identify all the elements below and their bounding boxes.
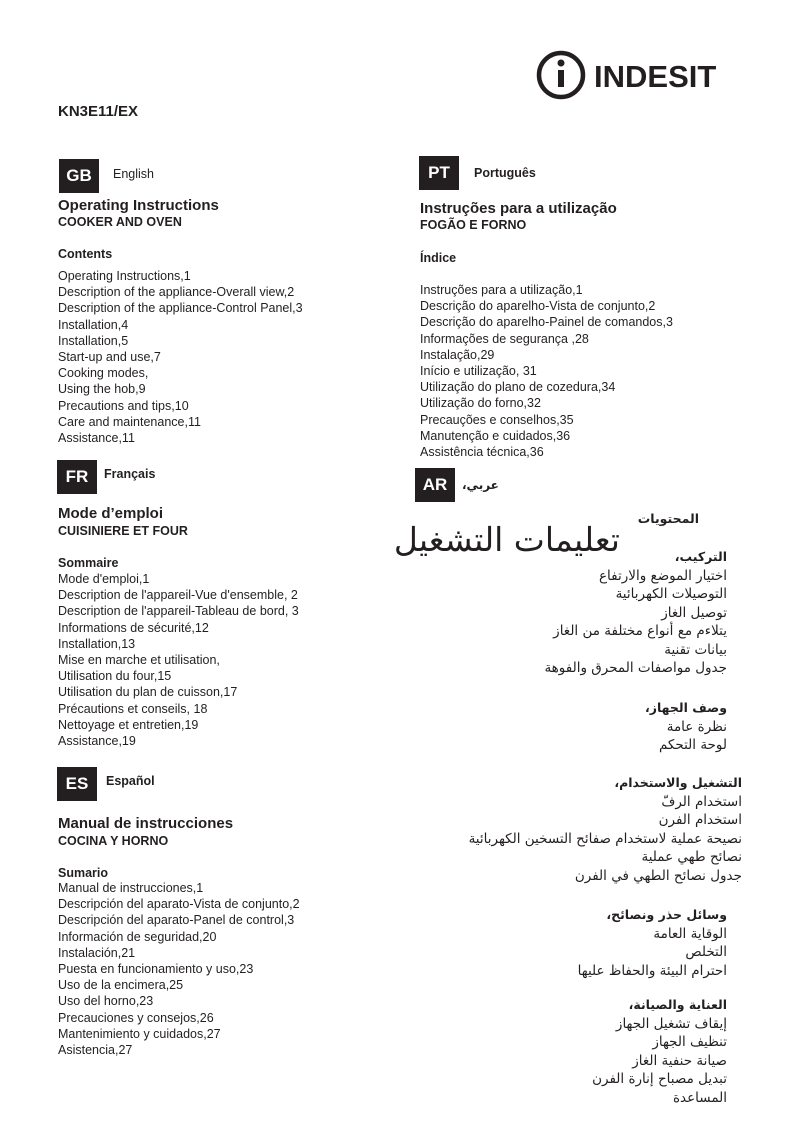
list-item: Installation,4 [58,317,129,332]
list-item: إيقاف تشغيل الجهاز [615,1015,727,1032]
list-item: Mantenimiento y cuidados,27 [58,1026,221,1041]
ar-language: عربي، [462,478,499,492]
list-item: Uso del horno,23 [58,994,154,1009]
list-item: نصيحة عملية لاستخدام صفائح التسخين الكهربائية [468,830,742,847]
list-item: Description of the appliance-Overall view,2 [58,285,295,300]
list-item: Uso de la encimera,25 [58,978,184,993]
list-item: Operating Instructions,1 [58,269,191,283]
list-item: نصائح طهي عملية [641,849,742,865]
list-item: Información de seguridad,20 [58,929,217,944]
list-item: Precauções e conselhos,35 [420,412,574,427]
list-item: الوقاية العامة [653,925,727,942]
es-badge: ES [57,767,97,801]
list-item: Descripción del aparato-Vista de conjunto,2 [58,897,300,912]
gb-contents-list [58,268,303,446]
list-item: نظرة عامة [666,718,727,735]
list-item: لوحة التحكم [658,737,727,753]
gb-subtitle: COOKER AND OVEN [58,215,182,229]
list-item: توصيل الغاز [661,604,727,621]
list-item: Nettoyage et entretien,19 [58,717,199,732]
model-number: KN3E11/EX [58,103,139,120]
list-item: Informations de sécurité,12 [58,620,209,635]
es-language: Español [106,774,155,788]
list-item: Manual de instrucciones,1 [58,881,204,895]
ar-title: تعليمات التشغيل [393,520,620,559]
list-item: Utilisation du plan de cuisson,17 [58,685,238,700]
list-item: Precauciones y consejos,26 [58,1010,214,1025]
svg-text:INDESIT: INDESIT [594,59,717,94]
list-item: Descrição do aparelho-Painel de comandos,3 [420,315,673,330]
ar-group-heading: وسائل حذر ونصائح، [606,907,727,922]
fr-language: Français [104,467,156,481]
list-item: Description de l'appareil-Vue d'ensemble, 2 [58,588,298,603]
pt-contents-heading: Índice [420,251,457,265]
list-item: Instalación,21 [58,945,136,960]
gb-contents-heading: Contents [58,247,113,261]
ar-group-operation [469,774,742,885]
list-item: Asistencia,27 [58,1043,133,1058]
list-item: Précautions et conseils, 18 [58,701,208,716]
es-contents-list [58,880,300,1058]
list-item: Precautions and tips,10 [58,398,189,413]
list-item: استخدام الفرن [658,812,742,828]
fr-badge: FR [57,460,97,494]
list-item: تنظيف الجهاز [652,1034,727,1050]
list-item: Utilização do plano de cozedura,34 [420,380,616,395]
list-item: Care and maintenance,11 [58,414,201,429]
brand-logo [536,50,736,104]
list-item: Installation,13 [58,636,136,651]
fr-contents-heading: Sommaire [58,556,119,570]
list-item: Início e utilização, 31 [420,364,537,379]
list-item: Mise en marche et utilisation, [58,653,220,668]
list-item: يتلاءم مع أنواع مختلفة من الغاز [553,623,727,639]
list-item: Start-up and use,7 [58,350,161,365]
list-item: المساعدة [672,1089,727,1106]
pt-title: Instruções para a utilização [420,200,617,217]
ar-badge: AR [415,468,455,502]
ar-group-heading: وصف الجهاز، [645,700,727,715]
list-item: Descrição do aparelho-Vista de conjunto,2 [420,299,656,314]
list-item: احترام البيئة والحفاظ عليها [577,962,727,979]
es-title: Manual de instrucciones [58,815,234,832]
fr-title: Mode d’emploi [58,505,163,522]
ar-contents-heading: المحتويات [637,511,699,526]
pt-subtitle: FOGÃO E FORNO [420,218,527,232]
list-item: اختيار الموضع والارتفاع [599,567,727,584]
list-item: Instruções para a utilização,1 [420,283,583,297]
ar-group-precautions [578,906,727,980]
gb-badge: GB [59,159,99,193]
list-item: Using the hob,9 [58,382,146,397]
ar-group-description [645,699,727,755]
list-item: التوصيلات الكهربائية [615,586,727,602]
list-item: Informações de segurança ,28 [420,331,589,346]
es-contents-heading: Sumario [58,866,109,880]
gb-language: English [113,167,154,181]
pt-language: Português [474,166,536,180]
list-item: Mode d'emploi,1 [58,572,150,586]
indesit-logo-icon [536,50,736,104]
list-item: التخلص [685,944,727,960]
list-item: بيانات تقنية [664,641,727,658]
list-item: Assistência técnica,36 [420,445,544,460]
fr-subtitle: CUISINIERE ET FOUR [58,524,188,538]
list-item: Cooking modes, [58,366,149,381]
list-item: جدول مواصفات المحرق والفوهة [544,660,727,676]
es-subtitle: COCINA Y HORNO [58,834,169,848]
ar-group-heading: العناية والصيانة، [628,997,727,1012]
list-item: Assistance,19 [58,734,136,749]
list-item: Description de l'appareil-Tableau de bord, 3 [58,604,299,619]
ar-group-maintenance [592,996,727,1107]
ar-group-heading: التركيب، [674,549,727,564]
list-item: Instalação,29 [420,347,495,362]
list-item: Descripción del aparato-Panel de control,3 [58,913,295,928]
ar-group-heading: التشغيل والاستخدام، [614,775,742,790]
gb-title: Operating Instructions [58,197,219,214]
list-item: صيانة حنفية الغاز [632,1052,727,1069]
list-item: تبديل مصباح إنارة الفرن [592,1071,727,1087]
list-item: Description of the appliance-Control Panel,3 [58,301,303,316]
list-item: جدول نصائح الطهي في الفرن [574,867,742,884]
pt-badge: PT [419,156,459,190]
list-item: Puesta en funcionamiento y uso,23 [58,962,254,977]
ar-group-installation [544,548,727,678]
list-item: Assistance,11 [58,431,135,446]
fr-contents-list [58,571,299,749]
pt-contents-list [420,282,673,460]
list-item: Manutenção e cuidados,36 [420,428,571,443]
list-item: Utilisation du four,15 [58,669,172,684]
list-item: Installation,5 [58,333,129,348]
list-item: Utilização do forno,32 [420,396,541,411]
list-item: استخدام الرفّ [661,793,742,810]
